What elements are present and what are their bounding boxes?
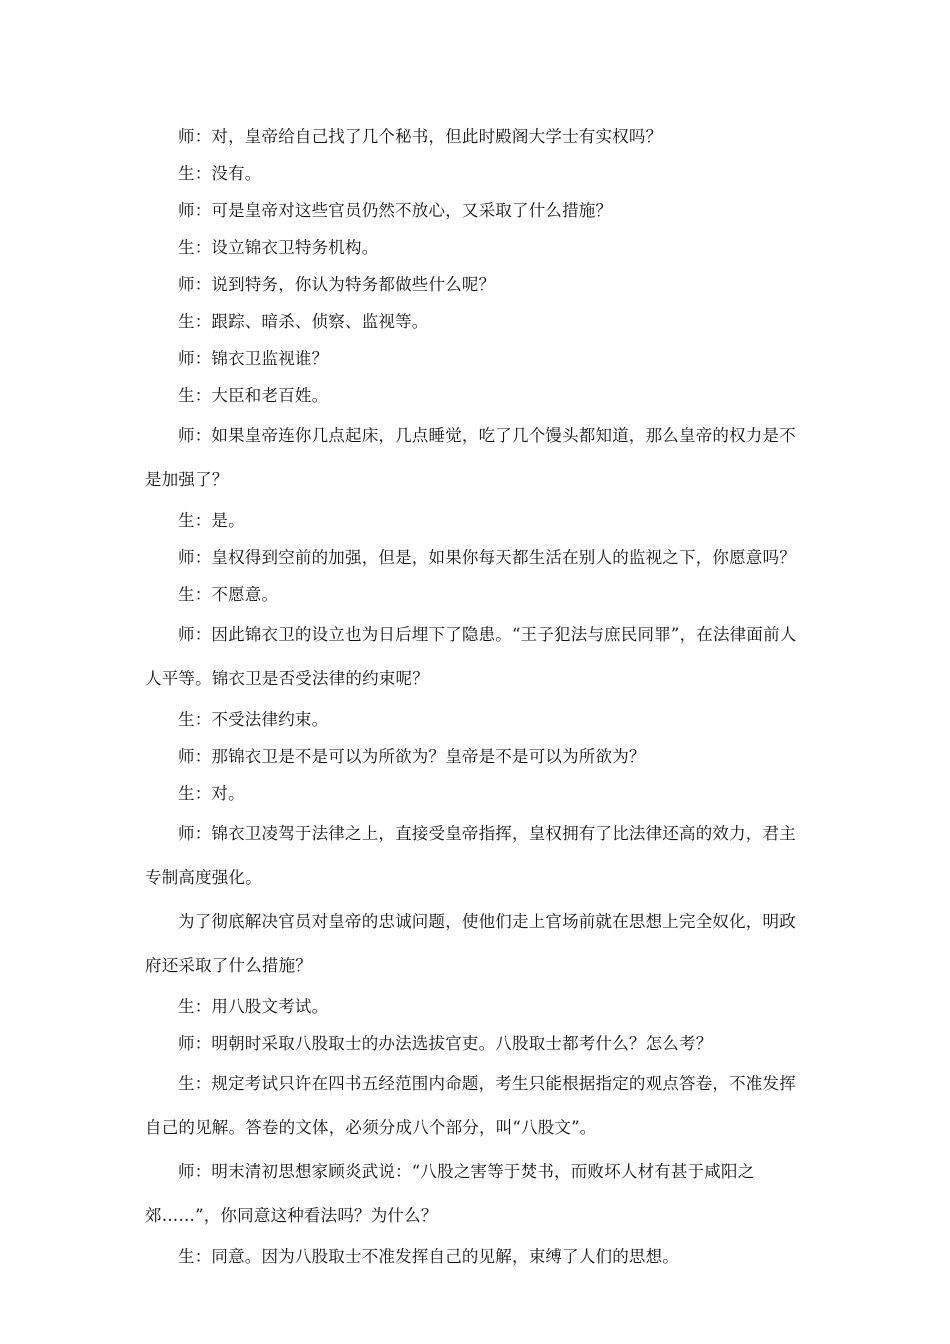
document-body [145,118,807,1275]
paragraph: 生：是。 [178,511,245,530]
paragraph: 师：对，皇帝给自己找了几个秘书，但此时殿阁大学士有实权吗？ [178,127,663,146]
paragraph: 师：明末清初思想家顾炎武说：“八股之害等于焚书，而败坏人材有甚于咸阳之郊……”，你同意这种看法吗？为什么？ [145,1162,755,1225]
paragraph: 生：对。 [178,784,245,803]
paragraph: 生：同意。因为八股取士不准发挥自己的见解，束缚了人们的思想。 [178,1247,679,1266]
paragraph: 生：大臣和老百姓。 [178,386,329,405]
paragraph: 师：如果皇帝连你几点起床，几点睡觉，吃了几个馒头都知道，那么皇帝的权力是不是加强了？ [145,426,796,489]
paragraph: 师：因此锦衣卫的设立也为日后埋下了隐患。“王子犯法与庶民同罪”，在法律面前人人平等。锦衣卫是否受法律的约束呢？ [145,625,797,688]
paragraph: 生：没有。 [178,164,262,183]
paragraph: 师：锦衣卫监视谁？ [178,349,329,368]
paragraph: 生：不受法律约束。 [178,710,329,729]
paragraph: 生：规定考试只许在四书五经范围内命题，考生只能根据指定的观点答卷，不准发挥自己的见解。答卷的文体，必须分成八个部分，叫“八股文”。 [145,1074,796,1137]
paragraph: 师：锦衣卫凌驾于法律之上，直接受皇帝指挥，皇权拥有了比法律还高的效力，君主专制高度强化。 [145,824,796,887]
paragraph: 师：说到特务，你认为特务都做些什么呢？ [178,275,496,294]
paragraph: 为了彻底解决官员对皇帝的忠诚问题，使他们走上官场前就在思想上完全奴化，明政府还采取了什么措施？ [145,912,796,975]
paragraph: 师：皇权得到空前的加强，但是，如果你每天都生活在别人的监视之下，你愿意吗？ [178,548,796,567]
paragraph: 师：那锦衣卫是不是可以为所欲为？皇帝是不是可以为所欲为？ [178,747,646,766]
paragraph: 师：可是皇帝对这些官员仍然不放心，又采取了什么措施？ [178,201,613,220]
paragraph: 师：明朝时采取八股取士的办法选拔官吏。八股取士都考什么？怎么考？ [178,1034,713,1053]
paragraph: 生：不愿意。 [178,585,279,604]
paragraph: 生：用八股文考试。 [178,997,329,1016]
paragraph: 生：设立锦衣卫特务机构。 [178,238,379,257]
paragraph: 生：跟踪、暗杀、侦察、监视等。 [178,312,429,331]
